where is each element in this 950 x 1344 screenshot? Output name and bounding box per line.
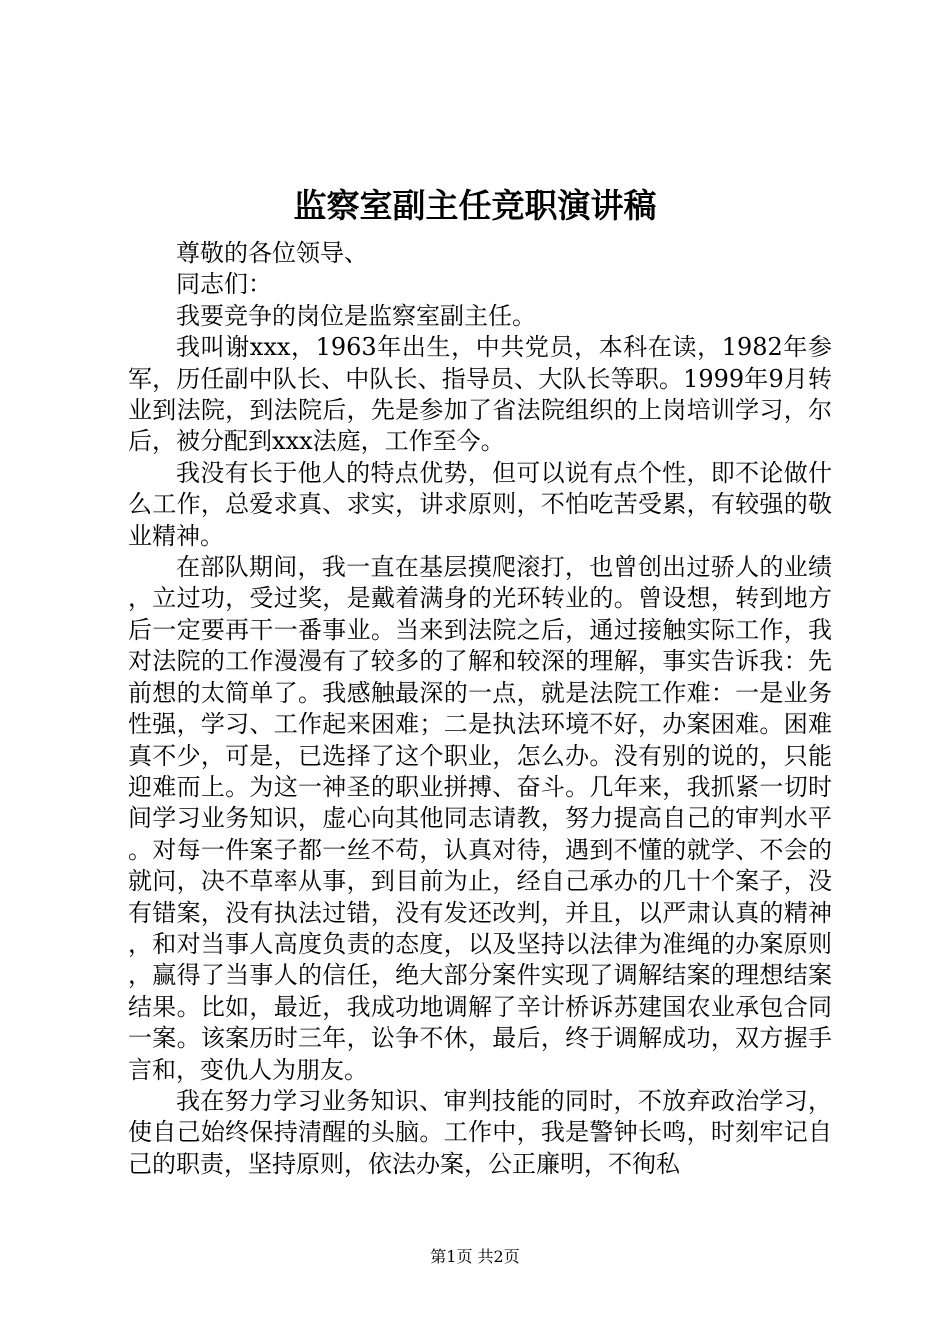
document-body <box>128 238 832 1180</box>
paragraph: 我要竞争的岗位是监察室副主任。 <box>176 301 536 330</box>
paragraph: 我叫谢xxx，1963年出生，中共党员，本科在读，1982年参军，历任副中队长、中队长、指导员、大队长等职。1999年9月转业到法院，到法院后，先是参加了省法院组织的上岗培训学习，尔后，被分配到xxx法庭，工作至今。 <box>128 333 832 456</box>
page-footer: 第1页 共2页 <box>430 1247 520 1266</box>
paragraph: 我没有长于他人的特点优势，但可以说有点个性，即不论做什么工作，总爱求真、求实，讲求原则，不怕吃苦受累，有较强的敬业精神。 <box>128 458 832 550</box>
document-title: 监察室副主任竞职演讲稿 <box>293 186 657 225</box>
paragraph: 在部队期间，我一直在基层摸爬滚打，也曾创出过骄人的业绩，立过功，受过奖，是戴着满身的光环转业的。曾设想，转到地方后一定要再干一番事业。当来到法院之后，通过接触实际工作，我对法院的工作漫漫有了较多的了解和较深的理解，事实告诉我：先前想的太简单了。我感触最深的一点，就是法院工作难：一是业务性强，学习、工作起来困难；二是执法环境不好，办案困难。困难真不少，可是，已选择了这个职业，怎么办。没有别的说的，只能迎难而上。为这一神圣的职业拼搏、奋斗。几年来，我抓紧一切时间学习业务知识，虚心向其他同志请教，努力提高自己的审判水平。对每一件案子都一丝不苟，认真对待，遇到不懂的就学、不会的就问，决不草率从事，到目前为止，经自己承办的几十个案子，没有错案，没有执法过错，没有发还改判，并且，以严肃认真的精神，和对当事人高度负责的态度，以及坚持以法律为准绳的办案原则，赢得了当事人的信任，绝大部分案件实现了调解结案的理想结案结果。比如，最近，我成功地调解了辛计桥诉苏建国农业承包合同一案。该案历时三年，讼争不休，最后，终于调解成功，双方握手言和，变仇人为朋友。 <box>128 553 832 1084</box>
paragraph: 我在努力学习业务知识、审判技能的同时，不放弃政治学习，使自己始终保持清醒的头脑。工作中，我是警钟长鸣，时刻牢记自己的职责，坚持原则，依法办案，公正廉明，不徇私 <box>128 1086 832 1178</box>
salutation-line-2: 同志们： <box>176 270 272 299</box>
salutation-line-1: 尊敬的各位领导、 <box>176 239 368 267</box>
